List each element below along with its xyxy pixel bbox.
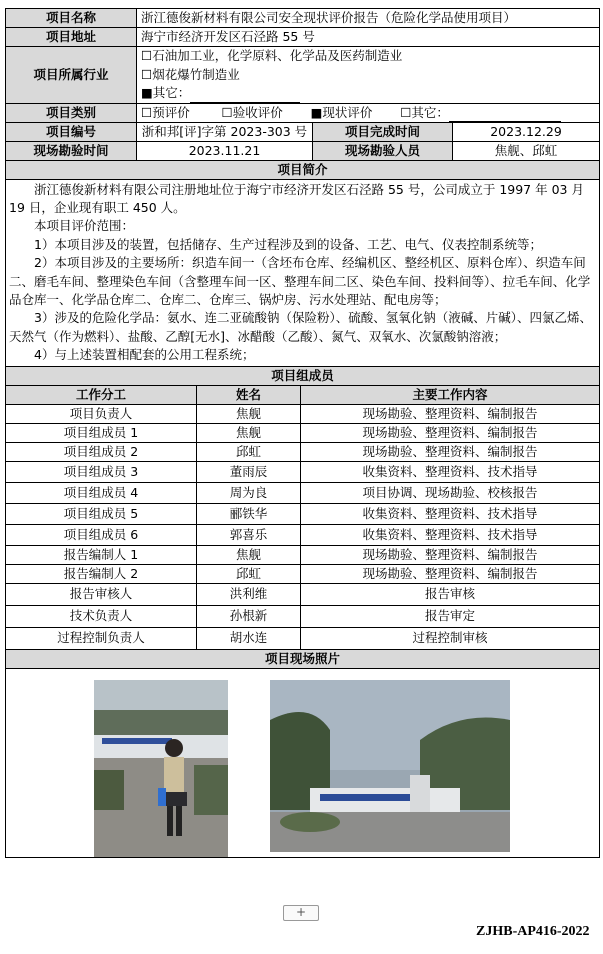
category-option-pre: ☐预评价 <box>141 104 190 120</box>
report-sheet <box>5 8 599 858</box>
category-option-acceptance: ☐验收评价 <box>221 104 283 120</box>
category-row <box>6 103 600 122</box>
photos-title: 项目现场照片 <box>6 649 600 668</box>
survey-time-label: 现场勘验时间 <box>6 141 137 160</box>
team-row <box>6 564 600 583</box>
team-duties: 现场勘验、整理资料、编制报告 <box>301 545 600 564</box>
team-row <box>6 404 600 423</box>
surveyors-label: 现场勘验人员 <box>313 141 453 160</box>
expand-button[interactable]: + <box>283 905 319 921</box>
photos-row <box>6 668 600 857</box>
team-role: 项目组成员 4 <box>6 482 197 503</box>
team-member-name: 焦舰 <box>197 545 301 564</box>
project-name-row <box>6 9 600 28</box>
industry-label: 项目所属行业 <box>6 47 137 104</box>
team-role: 项目组成员 1 <box>6 423 197 442</box>
category-label: 项目类别 <box>6 103 137 122</box>
category-option-current: ■现状评价 <box>310 104 373 120</box>
team-row <box>6 423 600 442</box>
survey-time-value: 2023.11.21 <box>137 141 313 160</box>
team-role: 项目组成员 6 <box>6 524 197 545</box>
completion-value: 2023.12.29 <box>453 122 600 141</box>
team-duties: 收集资料、整理资料、技术指导 <box>301 461 600 482</box>
address-label: 项目地址 <box>6 28 137 47</box>
team-member-name: 洪利维 <box>197 583 301 605</box>
address-row <box>6 28 600 47</box>
intro-body <box>6 179 600 366</box>
number-value: 浙和邦[评]字第 2023-303 号 <box>137 122 313 141</box>
team-header-row <box>6 385 600 404</box>
team-role: 报告审核人 <box>6 583 197 605</box>
team-member-name: 邱虹 <box>197 442 301 461</box>
team-duties: 收集资料、整理资料、技术指导 <box>301 503 600 524</box>
industry-option-fireworks: ☐烟花爆竹制造业 <box>141 66 240 82</box>
team-duties: 报告审核 <box>301 583 600 605</box>
intro-title-row <box>6 160 600 179</box>
team-row <box>6 627 600 649</box>
team-duties: 过程控制审核 <box>301 627 600 649</box>
industry-row <box>6 47 600 104</box>
team-col-role: 工作分工 <box>6 385 197 404</box>
intro-paragraph: 1）本项目涉及的装置，包括储存、生产过程涉及到的设备、工艺、电气、仪表控制系统等； <box>34 236 542 252</box>
team-duties: 现场勘验、整理资料、编制报告 <box>301 564 600 583</box>
intro-body-row <box>6 179 600 366</box>
team-title-row <box>6 366 600 385</box>
team-row <box>6 605 600 627</box>
industry-options <box>137 47 600 104</box>
team-title: 项目组成员 <box>6 366 600 385</box>
team-row <box>6 482 600 503</box>
team-member-name: 邱虹 <box>197 564 301 583</box>
team-member-name: 周为良 <box>197 482 301 503</box>
team-member-name: 焦舰 <box>197 423 301 442</box>
team-duties: 项目协调、现场勘验、校核报告 <box>301 482 600 503</box>
survey-row <box>6 141 600 160</box>
intro-paragraph: 本项目评价范围： <box>34 218 135 234</box>
team-role: 项目组成员 5 <box>6 503 197 524</box>
completion-label: 项目完成时间 <box>313 122 453 141</box>
number-row <box>6 122 600 141</box>
info-table <box>5 8 600 858</box>
team-member-name: 郦铁华 <box>197 503 301 524</box>
intro-paragraph: 3）涉及的危险化学品：氨水、连二亚硫酸钠（保险粉）、硫酸、氢氧化钠（液碱、片碱）、四氯乙烯、天然气（作为燃料）、盐酸、乙醇[无水]、冰醋酸（乙酸）、氮气、双氧水、次氯酸钠溶液； <box>9 310 592 344</box>
industry-option-other <box>141 84 595 103</box>
site-photo-person-at-gate-image <box>94 680 228 858</box>
team-role: 报告编制人 2 <box>6 564 197 583</box>
team-member-name: 董雨辰 <box>197 461 301 482</box>
team-col-duties: 主要工作内容 <box>301 385 600 404</box>
team-role: 报告编制人 1 <box>6 545 197 564</box>
team-member-name: 胡水连 <box>197 627 301 649</box>
team-row <box>6 503 600 524</box>
photos-title-row <box>6 649 600 668</box>
team-row <box>6 583 600 605</box>
category-option-other: ☐其它： <box>400 104 449 120</box>
industry-option-petrochem: ☐石油加工业，化学原料、化学品及医药制造业 <box>141 48 403 63</box>
project-name-value: 浙江德俊新材料有限公司安全现状评价报告（危险化学品使用项目） <box>137 9 600 28</box>
team-duties: 收集资料、整理资料、技术指导 <box>301 524 600 545</box>
surveyors-value: 焦舰、邱虹 <box>453 141 600 160</box>
intro-title: 项目简介 <box>6 160 600 179</box>
category-options <box>137 103 600 122</box>
team-duties: 报告审定 <box>301 605 600 627</box>
team-role: 技术负责人 <box>6 605 197 627</box>
team-role: 项目组成员 2 <box>6 442 197 461</box>
category-other-blank <box>449 107 561 122</box>
site-photo-factory-entrance <box>270 680 510 852</box>
team-row <box>6 461 600 482</box>
team-duties: 现场勘验、整理资料、编制报告 <box>301 442 600 461</box>
number-label: 项目编号 <box>6 122 137 141</box>
team-role: 项目组成员 3 <box>6 461 197 482</box>
site-photo-factory-entrance-image <box>270 680 510 852</box>
team-role: 项目负责人 <box>6 404 197 423</box>
intro-paragraph: 2）本项目涉及的主要场所：织造车间一（含坯布仓库、经编机区、整经机区、原料仓库）、织造车间二、磨毛车间、整理染色车间（含整理车间一区、整理车间二区、染色车间、投料间等）、拉毛车间、化学品仓库一、化学品仓库二、仓库二、仓库三、锅炉房、污水处理站、配电房等； <box>9 255 591 307</box>
team-row <box>6 545 600 564</box>
industry-option-other-label: ■其它： <box>141 85 191 100</box>
team-duties: 现场勘验、整理资料、编制报告 <box>301 423 600 442</box>
team-role: 过程控制负责人 <box>6 627 197 649</box>
photos-cell <box>6 668 600 857</box>
team-row <box>6 524 600 545</box>
team-row <box>6 442 600 461</box>
team-member-name: 郭喜乐 <box>197 524 301 545</box>
intro-paragraph: 浙江德俊新材料有限公司注册地址位于海宁市经济开发区石泾路 55 号，公司成立于 1997 年 03 月 19 日，企业现有职工 450 人。 <box>9 181 584 215</box>
site-photo-person-at-gate <box>94 680 228 858</box>
address-value: 海宁市经济开发区石泾路 55 号 <box>137 28 600 47</box>
industry-other-blank <box>190 88 300 103</box>
team-member-name: 焦舰 <box>197 404 301 423</box>
team-duties: 现场勘验、整理资料、编制报告 <box>301 404 600 423</box>
document-code: ZJHB-AP416-2022 <box>476 924 590 939</box>
team-member-name: 孙根新 <box>197 605 301 627</box>
team-col-name: 姓名 <box>197 385 301 404</box>
project-name-label: 项目名称 <box>6 9 137 28</box>
intro-paragraph: 4）与上述装置相配套的公用工程系统； <box>34 347 255 363</box>
